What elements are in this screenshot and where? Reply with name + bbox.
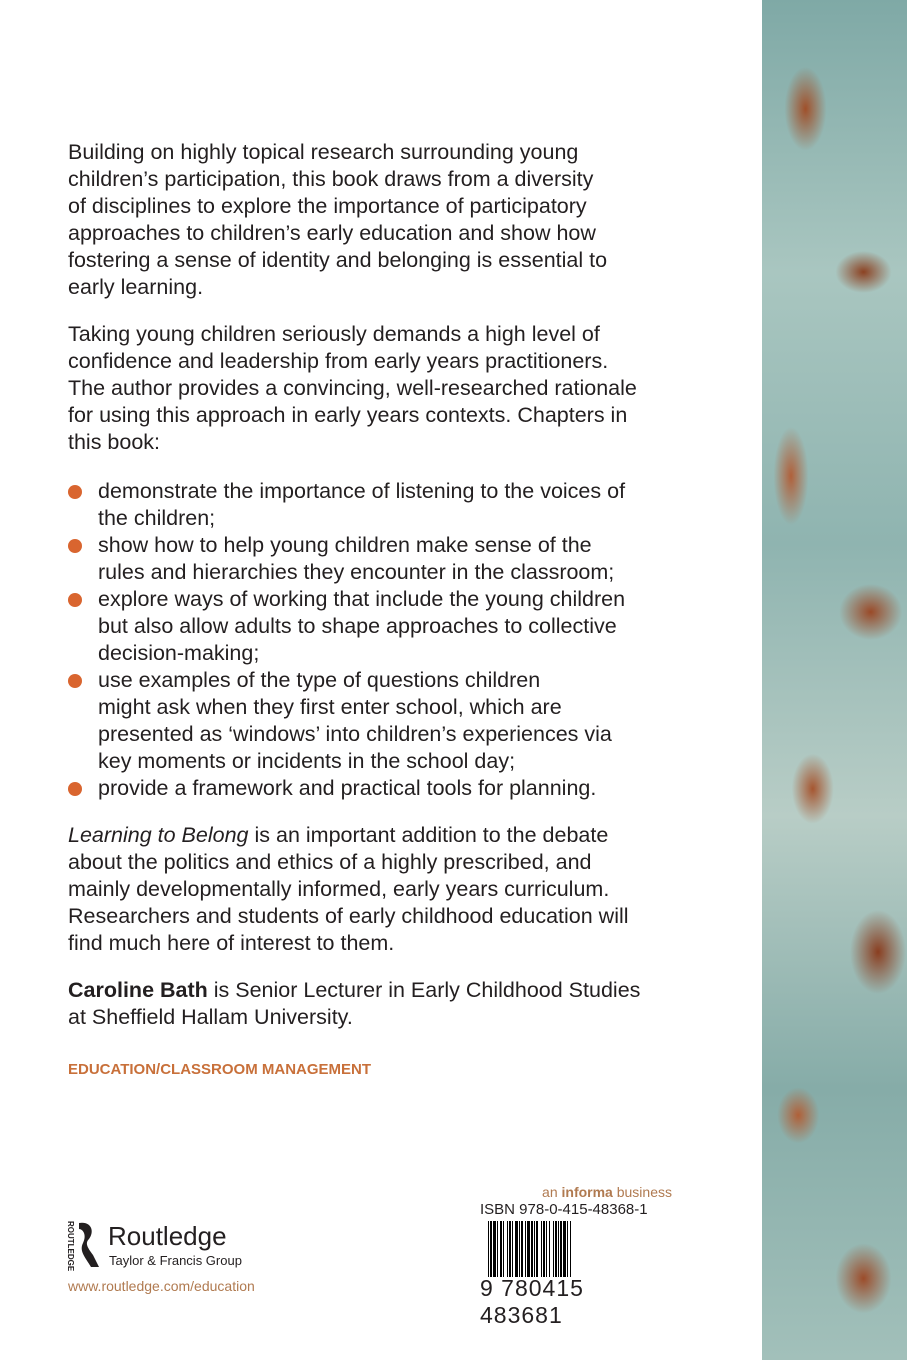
text-line: mainly developmentally informed, early years curriculum. [68,877,610,901]
text-line: presented as ‘windows’ into children’s experiences via [98,722,612,746]
isbn-barcode-block [480,1184,672,1329]
author-bio [68,977,688,1031]
publisher-group: Taylor & Francis Group [109,1253,242,1268]
bullet-dot-icon [68,539,82,553]
bullet-dot-icon [68,593,82,607]
text-line: Taking young children seriously demands a high level of [68,322,600,346]
text-line: explore ways of working that include the young children [98,587,626,611]
routledge-emblem-icon [77,1221,103,1271]
barcode-digits: 9 780415 483681 [480,1275,584,1328]
text-fragment: is Senior Lecturer in Early Childhood Studies [207,978,641,1002]
text-line: early learning. [68,275,204,299]
closing-paragraph [68,822,688,957]
text-line: show how to help young children make sense of the [98,533,592,557]
intro-paragraph [68,139,688,301]
text-line: The author provides a convincing, well-researched rationale [68,376,637,400]
publisher-name: Routledge [108,1221,227,1251]
text-line: about the politics and ethics of a highly prescribed, and [68,850,592,874]
cover-texture-strip [762,0,907,1360]
text-line: this book: [68,430,161,454]
text-line: fostering a sense of identity and belonging is essential to [68,248,608,272]
bullet-item [68,586,688,667]
text-line: Building on highly topical research surrounding young [68,140,579,164]
text-line: children’s participation, this book draws from a diversity [68,167,594,191]
text-line: Researchers and students of early childhood education will [68,904,629,928]
bullet-dot-icon [68,782,82,796]
text-line: at Sheffield Hallam University. [68,1005,353,1029]
chapter-bullet-list [68,478,688,802]
text-line: use examples of the type of questions children [98,668,541,692]
subject-category: EDUCATION/CLASSROOM MANAGEMENT [68,1061,372,1078]
text-line: approaches to children’s early education and show how [68,221,596,245]
bullet-item [68,667,688,775]
isbn-number: ISBN 978-0-415-48368-1 [480,1201,648,1218]
informa-brand: informa [561,1184,613,1200]
text-line [68,977,688,1004]
bullet-dot-icon [68,485,82,499]
text-line: demonstrate the importance of listening to the voices of [98,479,626,503]
text-line: find much here of interest to them. [68,931,395,955]
text-line: of disciplines to explore the importance of participatory [68,194,587,218]
author-name: Caroline Bath [68,978,208,1002]
logo-vertical-text: ROUTLEDGE [66,1221,75,1272]
text-line: provide a framework and practical tools for planning. [98,776,597,800]
barcode-bars [488,1221,672,1277]
barcode-bar [571,1221,572,1277]
bullet-item [68,532,688,586]
text-line: rules and hierarchies they encounter in the classroom; [98,560,615,584]
bullet-item [68,775,688,802]
text-line: but also allow adults to shape approaches to collective [98,614,617,638]
text-fragment: business [612,1184,672,1200]
text-line: might ask when they first enter school, which are [98,695,562,719]
text-line: the children; [98,506,216,530]
book-title: Learning to Belong [68,823,249,847]
text-fragment: is an important addition to the debate [248,823,609,847]
text-line: confidence and leadership from early years practitioners. [68,349,609,373]
text-line: key moments or incidents in the school day; [98,749,516,773]
text-line: decision-making; [98,641,260,665]
text-line: for using this approach in early years contexts. Chapters in [68,403,628,427]
informa-tagline [480,1184,672,1200]
text-fragment: an [542,1184,562,1200]
bullet-dot-icon [68,674,82,688]
second-paragraph [68,321,688,456]
bullet-item [68,478,688,532]
publisher-url[interactable]: www.routledge.com/education [68,1278,255,1294]
text-line [68,822,688,849]
